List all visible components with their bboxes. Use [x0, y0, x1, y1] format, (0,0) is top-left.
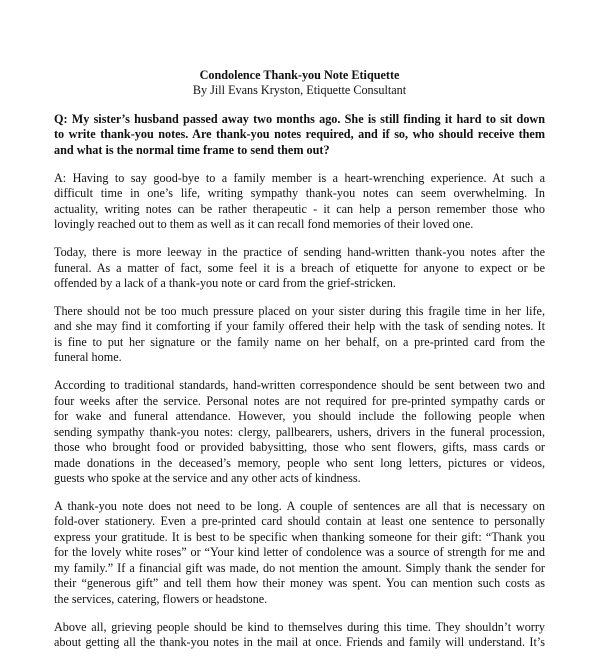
text-line: about getting all the thank-you notes in the mail at once. Friends and family will understand. It’s: [54, 635, 545, 650]
text-line: There should not be too much pressure placed on your sister during this fragile time in her life,: [54, 303, 545, 318]
text-line: Today, there is more leeway in the practice of sending hand-written thank-you notes after the: [54, 245, 545, 260]
body-paragraph: [54, 171, 545, 233]
text-line: Q: My sister’s husband passed away two months ago. She is still finding it hard to sit down: [54, 111, 545, 126]
text-line: their “generous gift” and tell them how their money was spent. You can mention such costs as: [54, 576, 545, 591]
text-line: lovingly reached out to them as well as it can recall fond memories of their loved one.: [54, 217, 474, 232]
text-line: for wake and funeral attendance. However, you should include the following people when: [54, 409, 545, 424]
text-line: sending sympathy thank-you notes: clergy, pallbearers, ushers, drivers in the funeral procession,: [54, 424, 545, 439]
body-paragraph: [54, 245, 545, 291]
document-title: Condolence Thank-you Note Etiquette: [199, 68, 400, 82]
text-line: Above all, grieving people should be kind to themselves during this time. They shouldn’t worry: [54, 619, 545, 634]
text-line: those who brought food or provided babysitting, those who sent flowers, gifts, mass cards or: [54, 440, 545, 455]
body-paragraph: [54, 304, 545, 366]
text-line: made donations in the deceased’s memory, people who sent long letters, pictures or videos,: [54, 455, 545, 470]
text-line: express your gratitude. It is best to be specific when thanking someone for their gift: “Thank you: [54, 529, 545, 544]
text-line: guests who spoke at the service and any other acts of kindness.: [54, 470, 361, 485]
body-paragraph: [54, 378, 545, 486]
document-byline: By Jill Evans Kryston, Etiquette Consultant: [192, 83, 407, 98]
text-line: funeral. As a matter of fact, some feel it is a breach of etiquette for anyone to expect or be: [54, 260, 545, 275]
document-page: [54, 68, 545, 663]
question-paragraph: [54, 112, 545, 158]
text-line: for the lovely white roses” or “Your kind letter of condolence was a source of strength for me and: [54, 545, 545, 560]
text-line: A: Having to say good-bye to a family member is a heart-wrenching experience. At such a: [54, 170, 545, 185]
text-line: to write thank-you notes. Are thank-you notes required, and if so, who should receive them: [54, 127, 545, 142]
text-line: actuality, writing notes can be rather therapeutic - it can help a person remember those who: [54, 201, 545, 216]
text-line: my family.” If a financial gift was made, do not mention the amount. Simply thank the sender for: [54, 560, 545, 575]
body-paragraph: [54, 499, 545, 607]
text-line: and she may find it comforting if your family offered their help with the task of sending notes. It: [54, 319, 545, 334]
text-line: difficult time in one’s life, writing sympathy thank-you notes can seem overwhelming. In: [54, 186, 545, 201]
text-line: According to traditional standards, hand-written correspondence should be sent between two and: [54, 378, 545, 393]
text-line: is fine to put her signature or the family name on her behalf, on a pre-printed card from the: [54, 334, 545, 349]
text-line: four weeks after the service. Personal notes are not required for pre-printed sympathy cards or: [54, 393, 545, 408]
document-body: [54, 112, 545, 651]
text-line: the services, catering, flowers or headstone.: [54, 591, 268, 606]
text-line: and what is the normal time frame to send them out?: [54, 142, 330, 157]
text-line: fold-over stationery. Even a pre-printed card should contain at least one sentence to personally: [54, 514, 545, 529]
text-line: funeral home.: [54, 350, 122, 365]
text-line: offended by a lack of a thank-you note or card from the grief-stricken.: [54, 275, 396, 290]
text-line: A thank-you note does not need to be long. A couple of sentences are all that is necessary on: [54, 498, 545, 513]
body-paragraph: [54, 620, 545, 651]
